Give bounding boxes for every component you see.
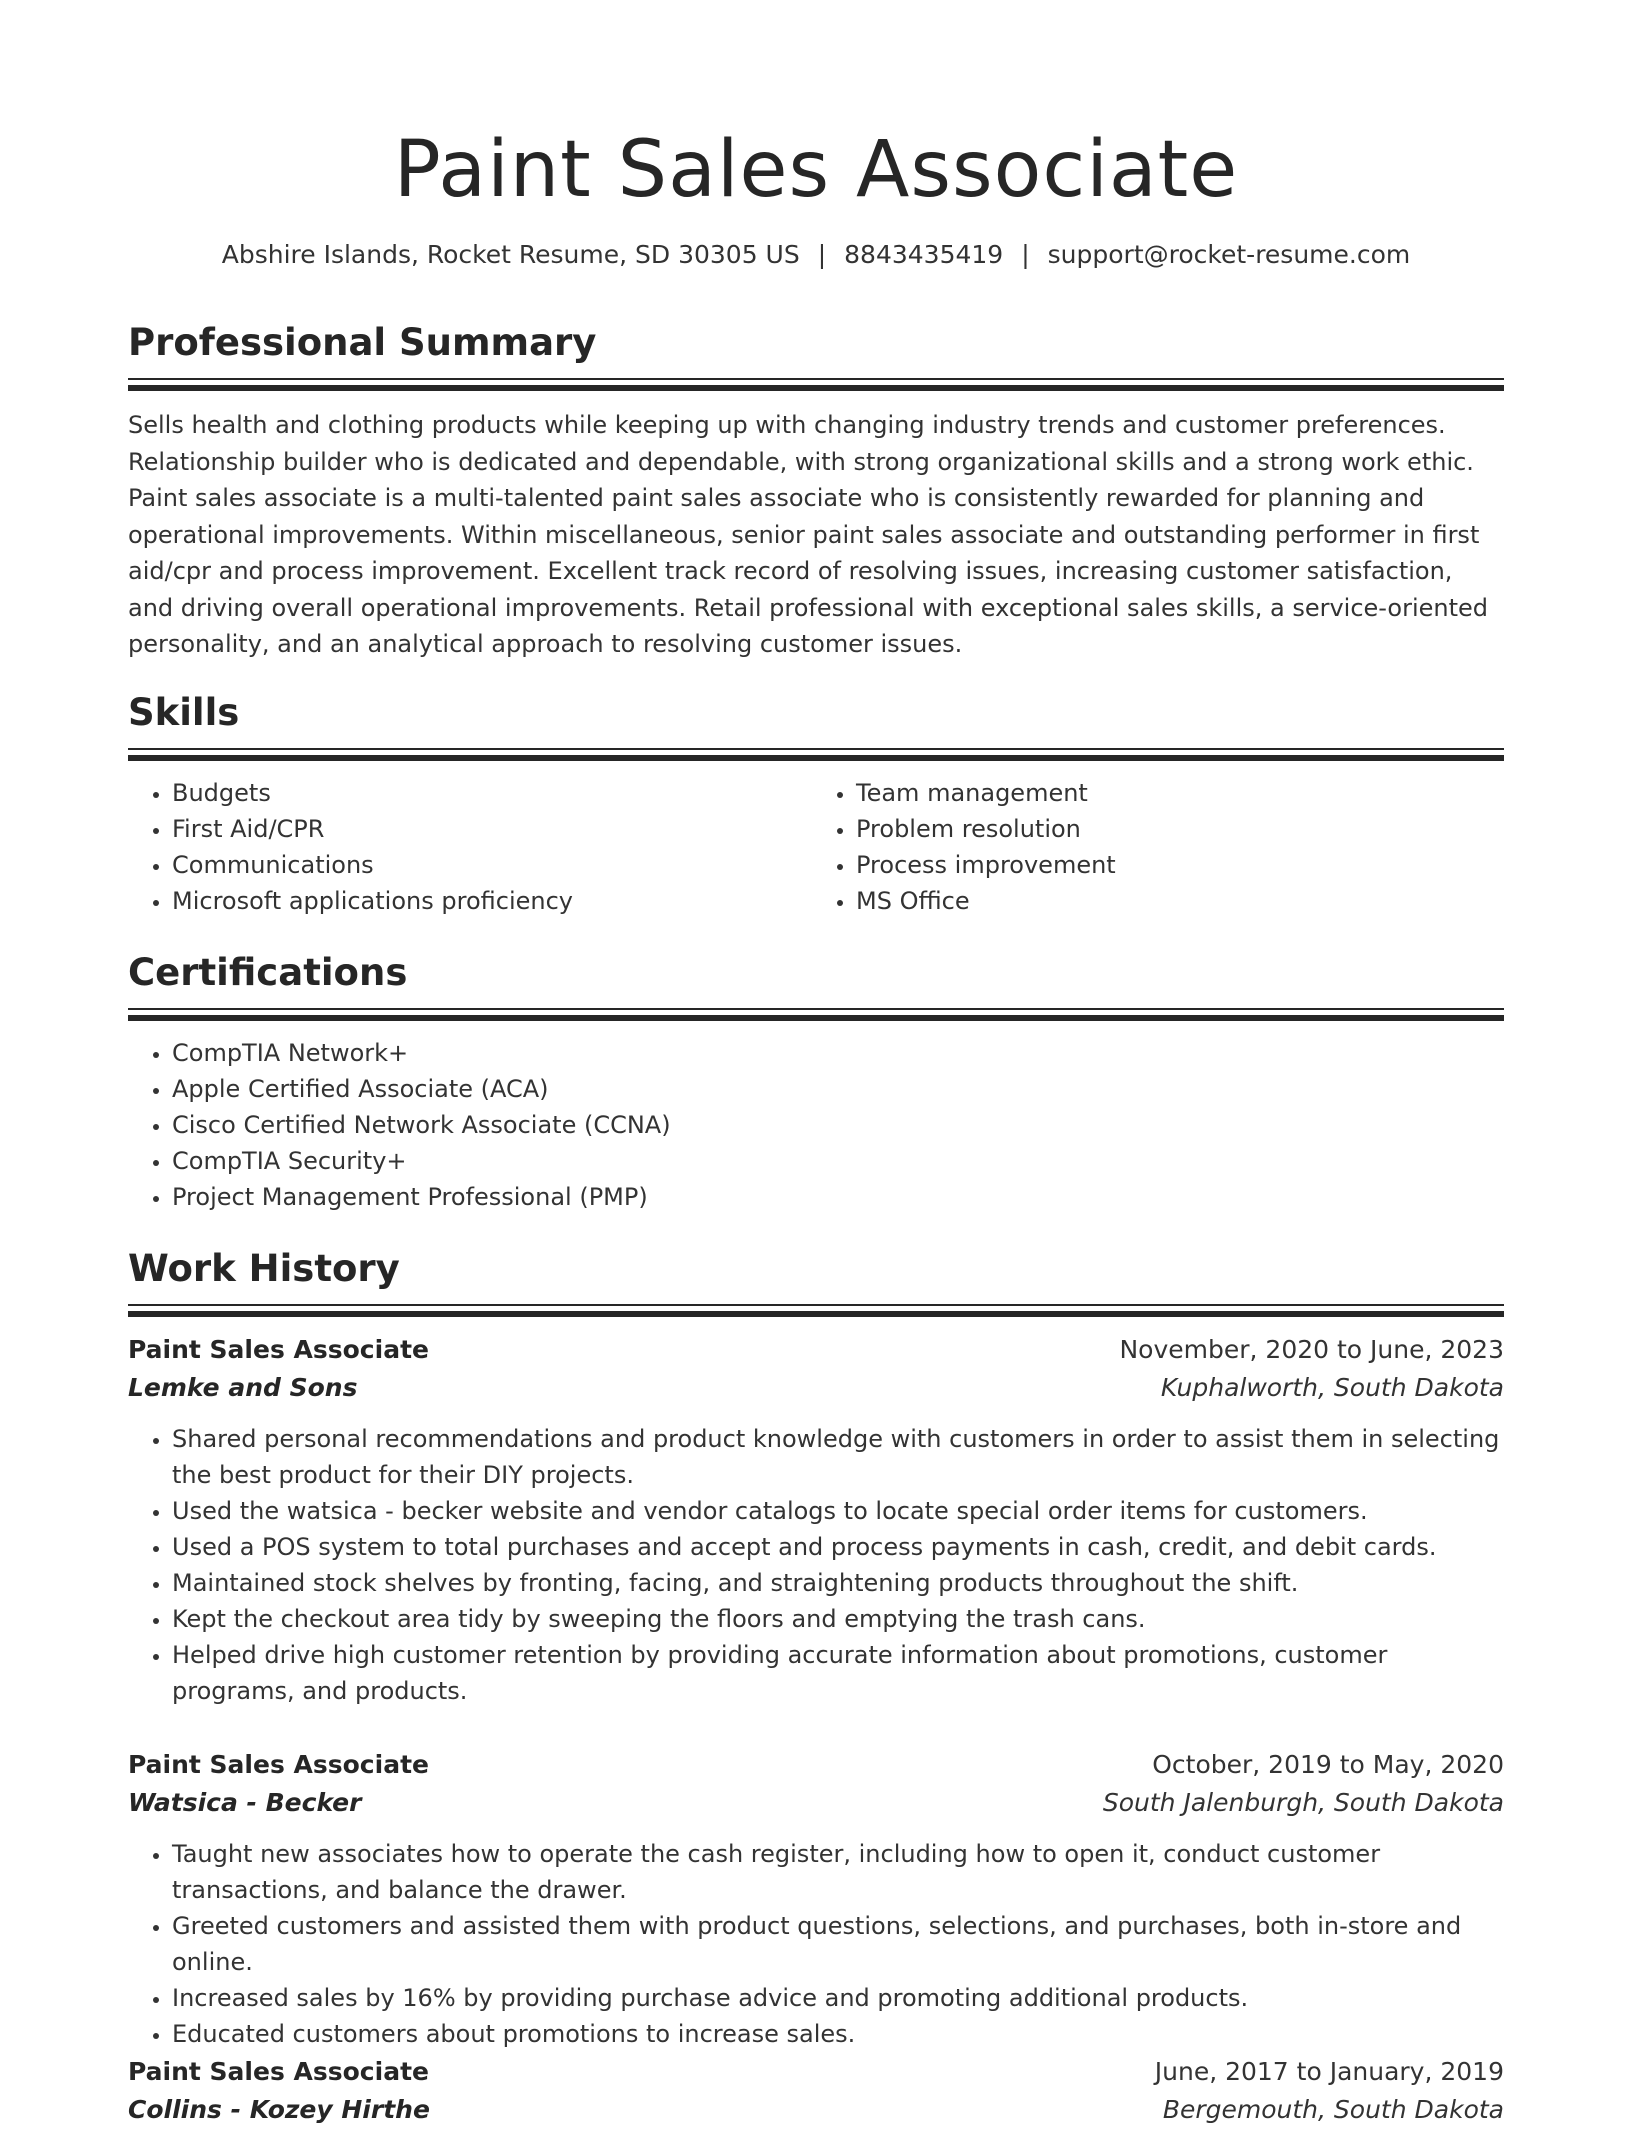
job-bullet: • Taught new associates how to operate the cash register, including how to open it, conduct customer transactions, and balance the drawer.: [172, 1836, 1504, 1908]
skills-left-list: [128, 775, 806, 919]
skills-grid: [128, 775, 1504, 919]
job-bullet: • Used the watsica - becker website and vendor catalogs to locate special order items for customers.: [172, 1493, 1504, 1529]
skills-section: [128, 688, 1504, 919]
skill-item: • Budgets: [172, 775, 806, 811]
job-bullet: • Shared personal recommendations and product knowledge with customers in order to assist them in selecting the best product for their DIY projects.: [172, 1421, 1504, 1493]
contact-email: support@rocket-resume.com: [1047, 240, 1411, 269]
job-title: Paint Sales Associate: [128, 1750, 429, 1779]
skill-item: • Team management: [856, 775, 1490, 811]
section-title-certifications: Certifications: [128, 951, 408, 994]
skills-right-list: [806, 775, 1490, 919]
job-company-row: [128, 2091, 1504, 2129]
job-location: South Jalenburgh, South Dakota: [1102, 1788, 1504, 1817]
skill-item: • First Aid/CPR: [172, 811, 806, 847]
section-divider: [128, 378, 1504, 391]
skill-item: • Process improvement: [856, 847, 1490, 883]
job-bullets: [128, 1836, 1504, 2052]
job-entry: [128, 2053, 1504, 2129]
contact-line: [128, 238, 1504, 272]
job-company: Lemke and Sons: [128, 1373, 358, 1402]
section-title-skills: Skills: [128, 691, 240, 734]
work-history-section: [128, 1244, 1504, 1317]
job-header-row: [128, 1746, 1504, 1784]
job-company-row: [128, 1369, 1504, 1407]
job-bullet: • Greeted customers and assisted them with product questions, selections, and purchases, both in-store and online.: [172, 1908, 1504, 1980]
job-company-row: [128, 1784, 1504, 1822]
job-bullet: • Educated customers about promotions to increase sales.: [172, 2016, 1504, 2052]
job-header-row: [128, 1331, 1504, 1369]
job-title: Paint Sales Associate: [128, 1335, 429, 1364]
job-location: Bergemouth, South Dakota: [1162, 2095, 1504, 2124]
job-entry: [128, 1746, 1504, 2052]
job-header-row: [128, 2053, 1504, 2091]
section-title-summary: Professional Summary: [128, 321, 597, 364]
job-bullet: • Maintained stock shelves by fronting, facing, and straightening products throughout the shift.: [172, 1565, 1504, 1601]
job-bullet: • Helped drive high customer retention by providing accurate information about promotions, customer programs, and products.: [172, 1637, 1504, 1709]
contact-phone: 8843435419: [844, 240, 1004, 269]
certifications-list: [128, 1035, 1504, 1215]
section-divider: [128, 1304, 1504, 1317]
job-bullets: [128, 1421, 1504, 1709]
certification-item: • Cisco Certified Network Associate (CCNA): [172, 1107, 1504, 1143]
certification-item: • CompTIA Network+: [172, 1035, 1504, 1071]
skill-item: • Microsoft applications proficiency: [172, 883, 806, 919]
job-dates: June, 2017 to January, 2019: [1154, 2057, 1504, 2086]
job-title: Paint Sales Associate: [128, 2057, 429, 2086]
certifications-section: [128, 948, 1504, 1215]
certification-item: • Project Management Professional (PMP): [172, 1179, 1504, 1215]
section-divider: [128, 1008, 1504, 1021]
contact-address: Abshire Islands, Rocket Resume, SD 30305 US: [221, 240, 800, 269]
contact-separator: |: [817, 240, 827, 269]
skill-item: • Communications: [172, 847, 806, 883]
summary-section: [128, 318, 1504, 663]
job-bullet: • Used a POS system to total purchases and accept and process payments in cash, credit, and debit cards.: [172, 1529, 1504, 1565]
certification-item: • CompTIA Security+: [172, 1143, 1504, 1179]
resume-title: Paint Sales Associate: [393, 125, 1239, 215]
job-location: Kuphalworth, South Dakota: [1160, 1373, 1504, 1402]
job-company: Watsica - Becker: [128, 1788, 362, 1817]
certification-item: • Apple Certified Associate (ACA): [172, 1071, 1504, 1107]
job-entry: [128, 1331, 1504, 1709]
section-divider: [128, 748, 1504, 761]
skill-item: • MS Office: [856, 883, 1490, 919]
section-title-work-history: Work History: [128, 1247, 400, 1290]
job-bullet: • Kept the checkout area tidy by sweeping the floors and emptying the trash cans.: [172, 1601, 1504, 1637]
summary-text: Sells health and clothing products while keeping up with changing industry trends and customer preferences. Relationship builder who is dedicated and dependable, with strong organizational skills and a strong work ethic. Paint sales associate is a multi-talented paint sales associate who is consistently rewarded for planning and operational improvements. Within miscellaneous, senior paint sales associate and outstanding performer in first aid/cpr and process improvement. Excellent track record of resolving issues, increasing customer satisfaction, and driving overall operational improvements. Retail professional with exceptional sales skills, a service-oriented personality, and an analytical approach to resolving customer issues.: [128, 411, 1489, 658]
job-dates: November, 2020 to June, 2023: [1119, 1335, 1504, 1364]
contact-separator: |: [1021, 240, 1030, 269]
job-dates: October, 2019 to May, 2020: [1152, 1750, 1504, 1779]
job-bullet: • Increased sales by 16% by providing purchase advice and promoting additional products.: [172, 1980, 1504, 2016]
job-company: Collins - Kozey Hirthe: [128, 2095, 430, 2124]
skill-item: • Problem resolution: [856, 811, 1490, 847]
